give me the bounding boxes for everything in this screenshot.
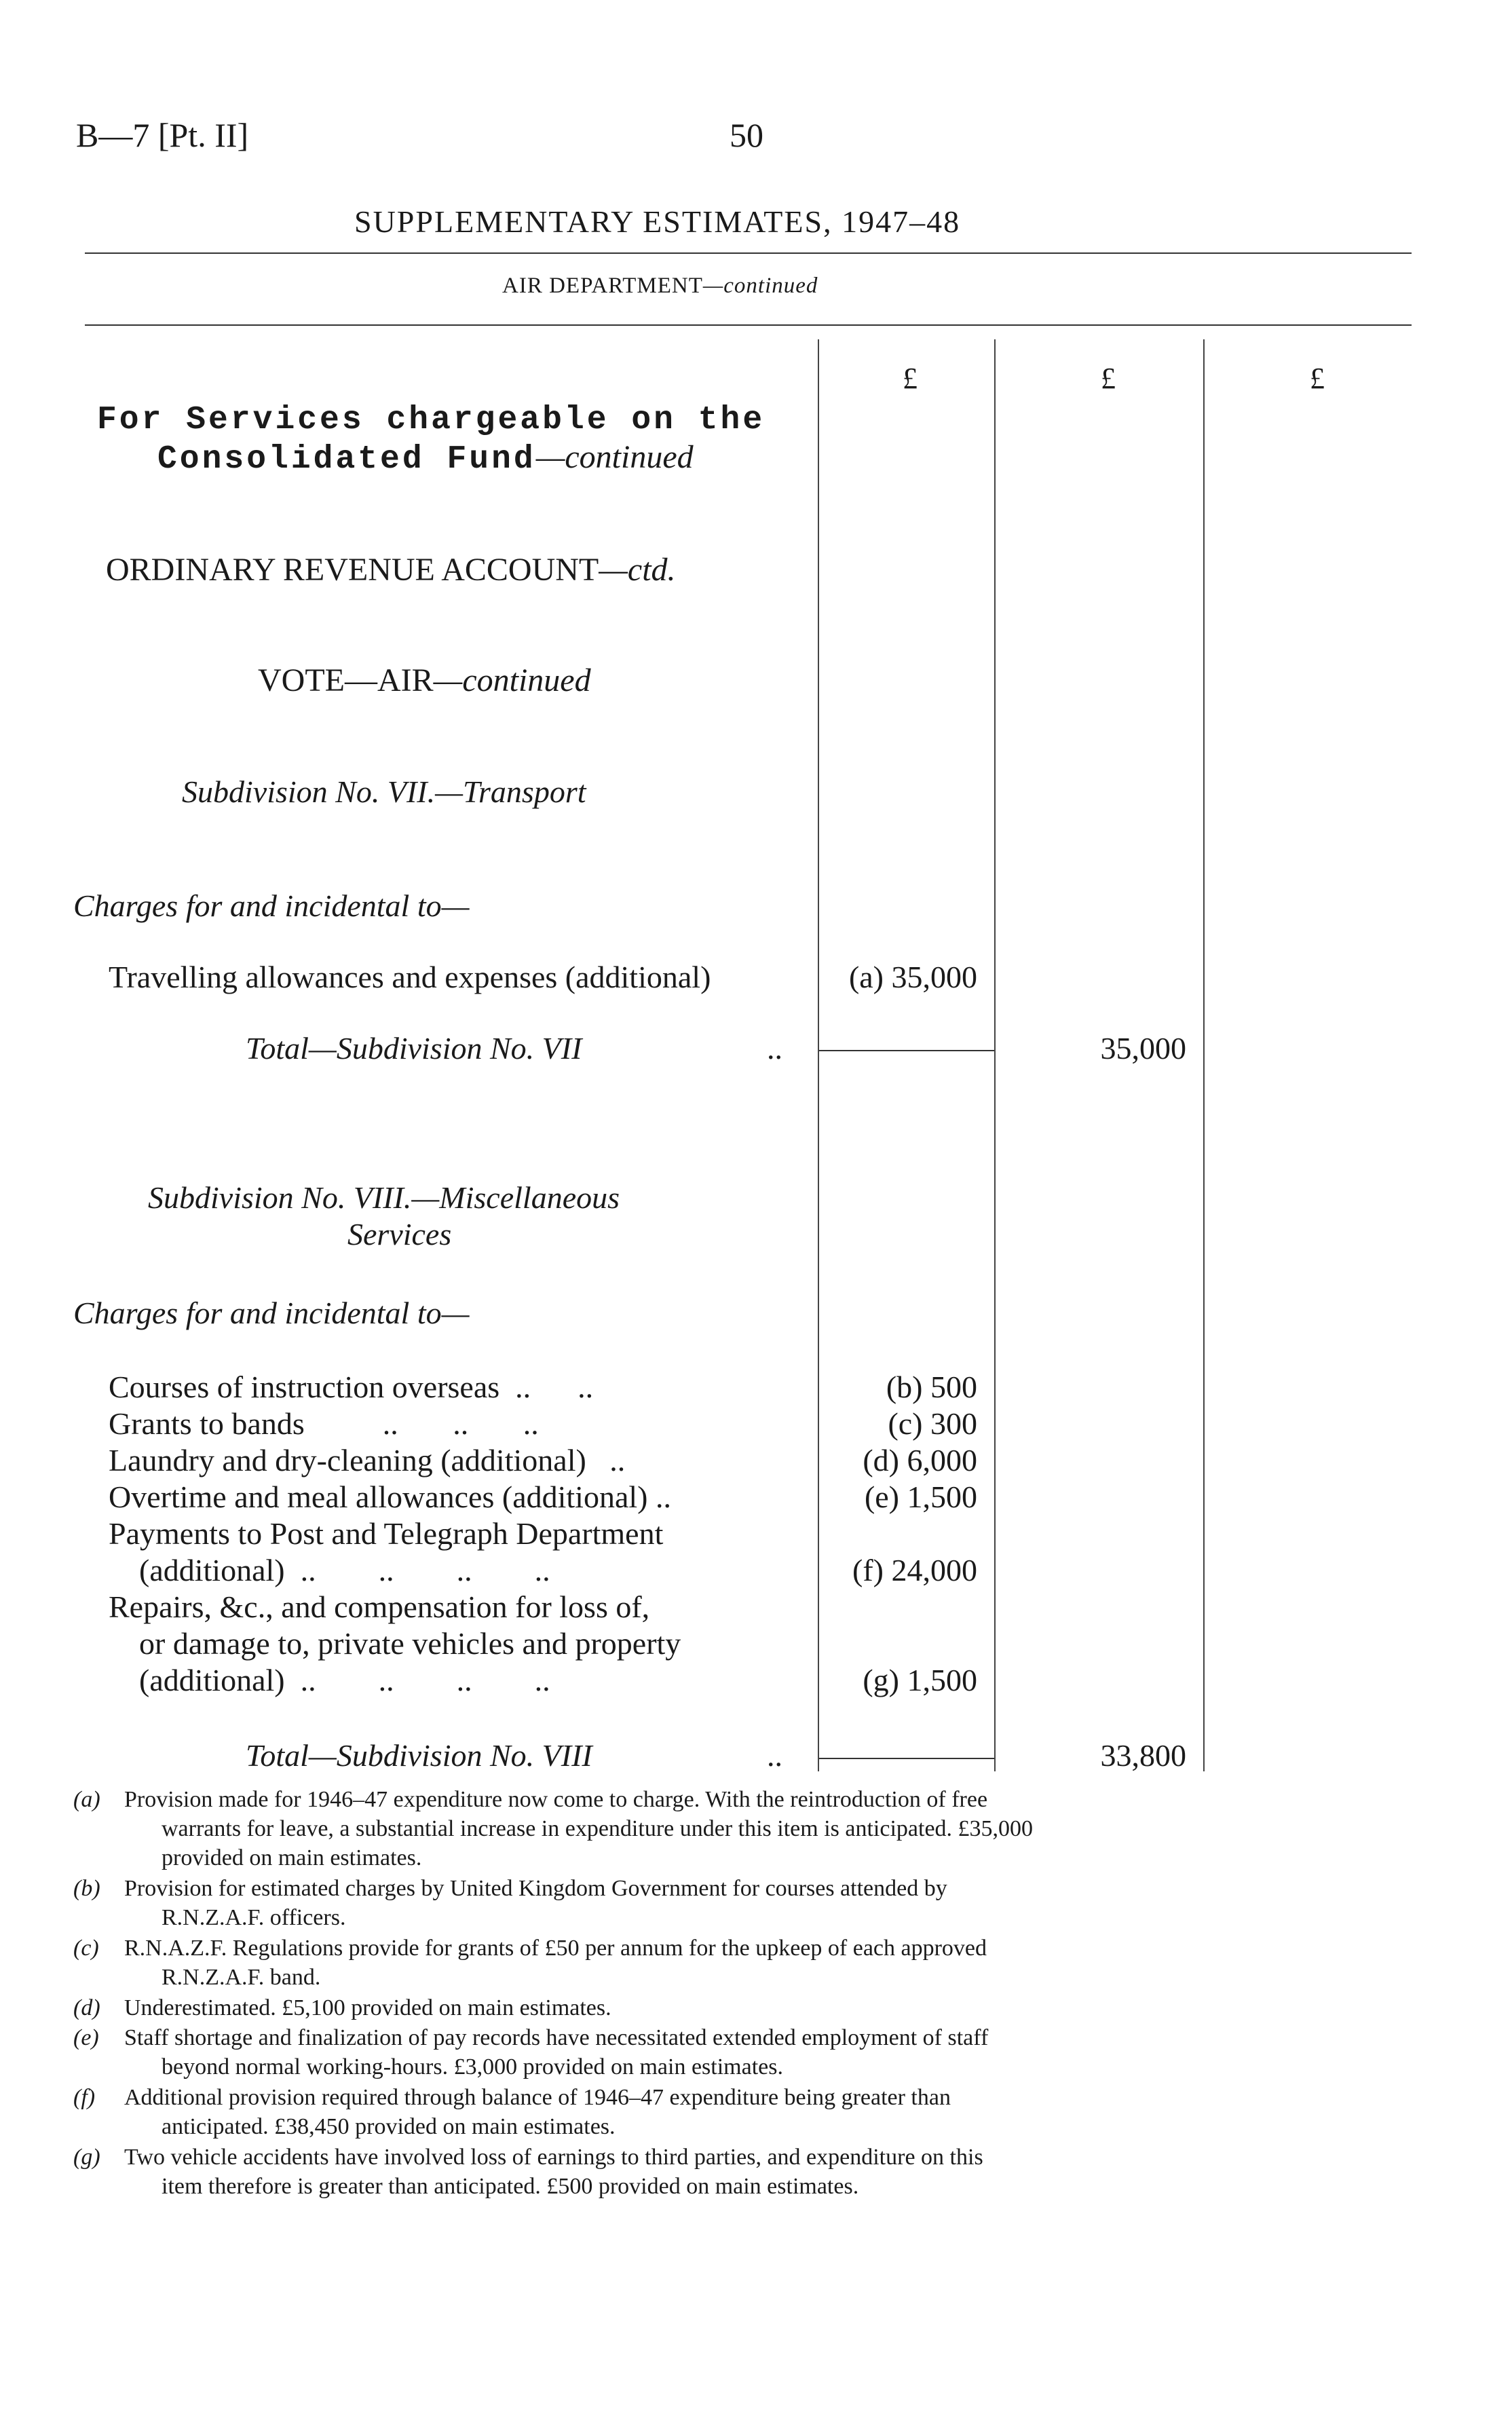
footnote-c xyxy=(73,1934,1417,1993)
subdivision-8-item-amount: (g) 1,500 xyxy=(863,1663,977,1697)
subdivision-7-total-label: Total—Subdivision No. VII xyxy=(246,1031,582,1066)
footnote-e xyxy=(73,2023,1417,2083)
department-continued: —continued xyxy=(702,274,818,298)
footnote-line: Underestimated. £5,100 provided on main estimates. xyxy=(124,1995,611,2020)
header-rule-top xyxy=(85,252,1412,254)
footnote-d xyxy=(73,1993,1417,2023)
subdivision-8-item-amount: (d) 6,000 xyxy=(863,1443,977,1477)
subdivision-8-charges: Charges for and incidental to— xyxy=(73,1296,470,1330)
subdivision-8-total-label: Total—Subdivision No. VIII xyxy=(246,1738,592,1773)
subdivision-8-total-value: 33,800 xyxy=(1100,1738,1186,1773)
footnote-label: (a) xyxy=(73,1787,100,1812)
vote-name: VOTE—AIR xyxy=(258,662,434,698)
column-3-currency: £ xyxy=(1310,362,1325,395)
department-heading xyxy=(502,274,818,299)
subdivision-8-heading-line2: Services xyxy=(347,1217,452,1251)
footnote-label: (d) xyxy=(73,1995,100,2020)
footnote-label: (e) xyxy=(73,2025,99,2050)
subdivision-8-item-label: Laundry and dry-cleaning (additional) .. xyxy=(109,1443,626,1477)
account-name: ORDINARY REVENUE ACCOUNT xyxy=(106,552,599,588)
footnote-line: Provision for estimated charges by United Kingdom Government for courses attended by xyxy=(124,1876,947,1901)
subdivision-8-item-label: (additional) .. .. .. .. xyxy=(139,1553,550,1587)
document-reference: B—7 [Pt. II] xyxy=(76,116,249,154)
footnote-line: item therefore is greater than anticipated. £500 provided on main estimates. xyxy=(162,2174,859,2199)
footnote-line: provided on main estimates. xyxy=(162,1845,422,1870)
consolidated-fund-continued: —continued xyxy=(535,439,694,475)
subdivision-8-item-label: Courses of instruction overseas .. .. xyxy=(109,1370,594,1404)
column-divider-3 xyxy=(1203,339,1205,1771)
footnote-b xyxy=(73,1874,1417,1934)
subdivision-7-total-dots: .. xyxy=(767,1031,782,1066)
subdivision-7-total-rule xyxy=(819,1050,994,1051)
subdivision-8-item-amount: (c) 300 xyxy=(888,1406,977,1441)
subdivision-7-item-label: Travelling allowances and expenses (additional) xyxy=(109,960,711,994)
footnote-a xyxy=(73,1785,1417,1873)
footnote-label: (b) xyxy=(73,1876,100,1901)
footnote-line: R.N.Z.A.F. officers. xyxy=(162,1905,346,1930)
subdivision-8-total-rule xyxy=(819,1758,994,1759)
subdivision-8-item-amount: (e) 1,500 xyxy=(864,1480,977,1514)
subdivision-8-heading-line1: Subdivision No. VIII.—Miscellaneous xyxy=(148,1180,620,1215)
subdivision-8-item-label: Repairs, &c., and compensation for loss of, xyxy=(109,1589,650,1624)
subdivision-8-item-amount: (f) 24,000 xyxy=(852,1553,977,1587)
footnote-line: Staff shortage and finalization of pay records have necessitated extended employment of staff xyxy=(124,2025,989,2050)
footnote-label: (g) xyxy=(73,2145,100,2170)
subdivision-7-total-value: 35,000 xyxy=(1100,1031,1186,1066)
footnote-line: warrants for leave, a substantial increase in expenditure under this item is anticipated. £35,000 xyxy=(162,1816,1034,1841)
subdivision-8-item-label: Payments to Post and Telegraph Department xyxy=(109,1516,664,1551)
section-heading-line2 xyxy=(157,438,694,478)
footnote-line: beyond normal working-hours. £3,000 provided on main estimates. xyxy=(162,2054,783,2079)
footnote-line: Two vehicle accidents have involved loss of earnings to third parties, and expenditure on this xyxy=(124,2145,983,2170)
subdivision-8-item-label: Grants to bands .. .. .. xyxy=(109,1406,539,1441)
vote-heading xyxy=(258,662,591,699)
footnote-label: (f) xyxy=(73,2085,96,2110)
page-title: SUPPLEMENTARY ESTIMATES, 1947–48 xyxy=(354,204,961,239)
subdivision-7-heading: Subdivision No. VII.—Transport xyxy=(182,774,586,809)
footnote-line: R.N.Z.A.F. band. xyxy=(162,1965,321,1990)
account-continued: —ctd. xyxy=(599,552,676,588)
footnote-line: R.N.A.Z.F. Regulations provide for grants of £50 per annum for the upkeep of each approved xyxy=(124,1936,987,1961)
page-number: 50 xyxy=(730,116,763,154)
footnote-line: Additional provision required through balance of 1946–47 expenditure being greater than xyxy=(124,2085,951,2110)
subdivision-8-item-label: or damage to, private vehicles and property xyxy=(139,1626,681,1661)
vote-continued: —continued xyxy=(433,662,591,698)
footnote-line: anticipated. £38,450 provided on main estimates. xyxy=(162,2114,616,2139)
footnote-g xyxy=(73,2143,1417,2202)
subdivision-8-total-dots: .. xyxy=(767,1738,782,1773)
column-2-currency: £ xyxy=(1101,362,1116,395)
footnote-f xyxy=(73,2083,1417,2143)
subdivision-8-item-amount: (b) 500 xyxy=(886,1370,977,1404)
subdivision-7-charges: Charges for and incidental to— xyxy=(73,888,470,923)
account-heading xyxy=(106,551,676,588)
footnotes xyxy=(73,1785,1417,2369)
consolidated-fund-label: Consolidated Fund xyxy=(157,441,536,478)
section-heading-line1: For Services chargeable on the xyxy=(97,402,766,438)
column-1-currency: £ xyxy=(903,362,918,395)
subdivision-8-item-label: Overtime and meal allowances (additional) .. xyxy=(109,1480,671,1514)
department-name: AIR DEPARTMENT xyxy=(502,274,703,298)
footnote-label: (c) xyxy=(73,1936,99,1961)
column-divider-2 xyxy=(994,339,996,1771)
subdivision-7-item-amount: (a) 35,000 xyxy=(848,960,977,994)
footnote-line: Provision made for 1946–47 expenditure now come to charge. With the reintroduction of free xyxy=(124,1787,988,1812)
header-rule-bottom xyxy=(85,324,1412,326)
subdivision-8-item-label: (additional) .. .. .. .. xyxy=(139,1663,550,1697)
